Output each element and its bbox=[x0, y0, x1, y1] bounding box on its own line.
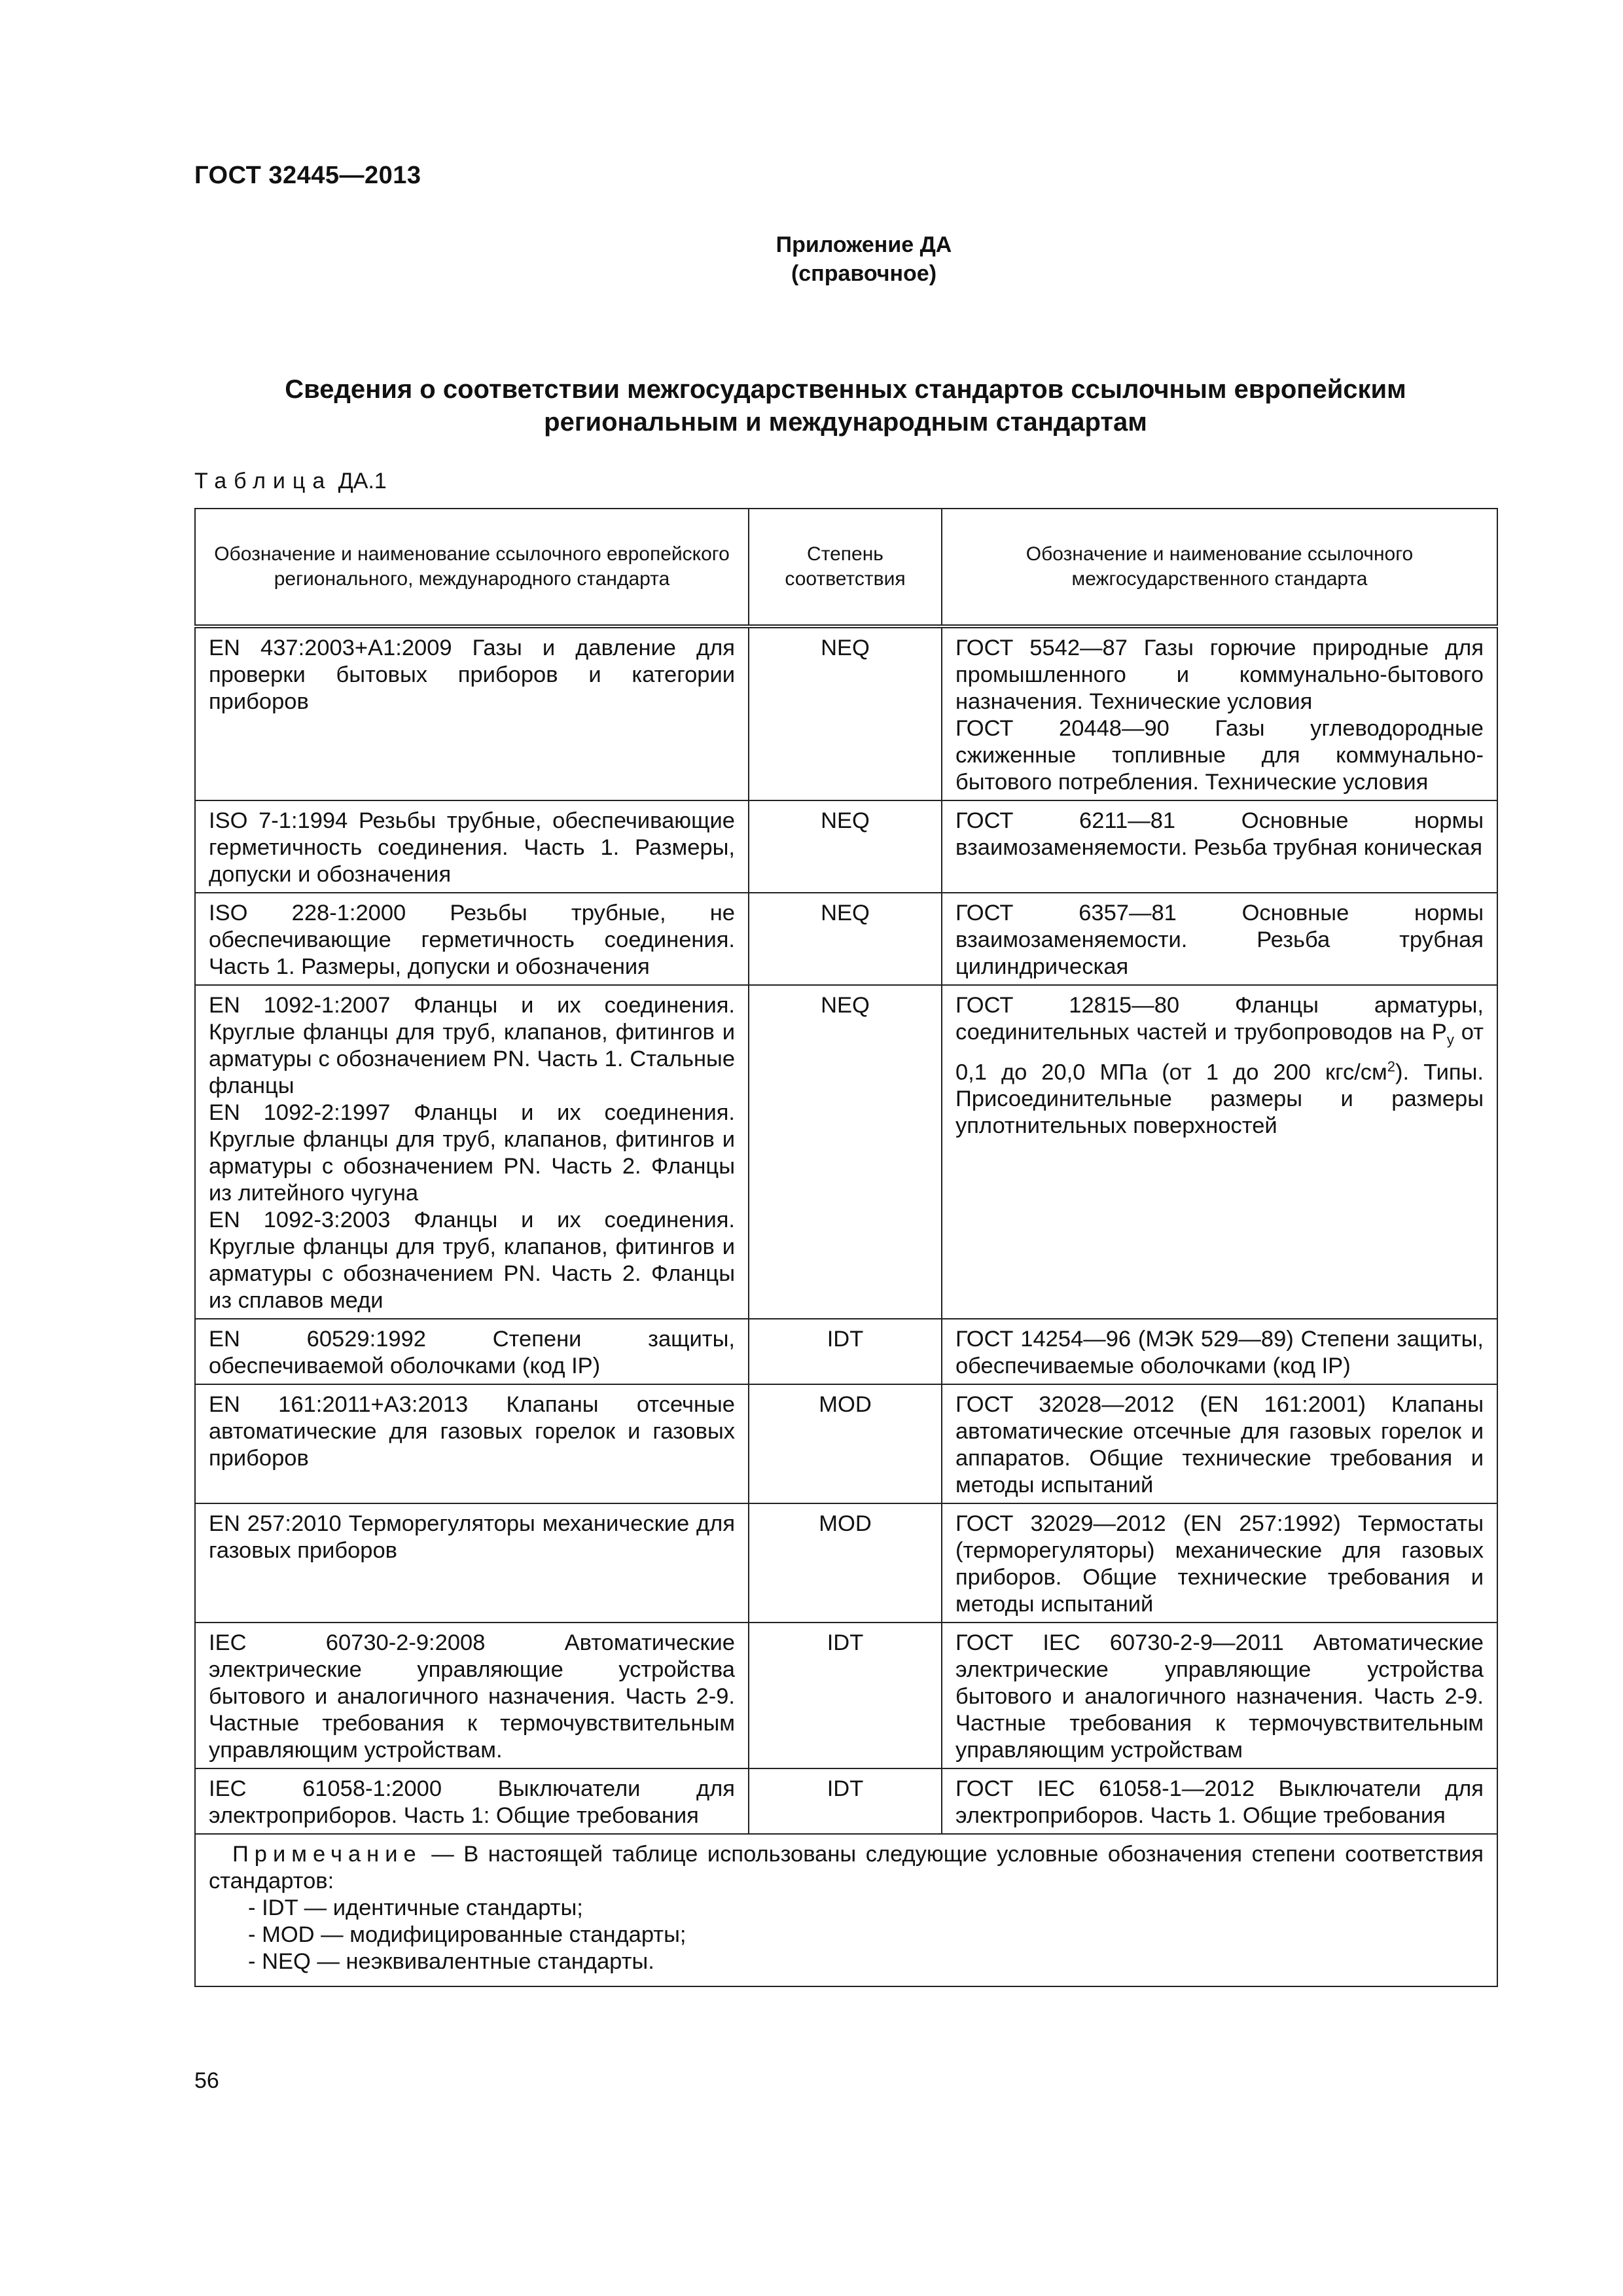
column-header-degree: Степень соответствия bbox=[749, 509, 942, 626]
note-text: — В настоящей таблице использованы следующие условные обозначения степени соответствия стандартов: bbox=[209, 1842, 1484, 1893]
page-title-line-1: Сведения о соответствии межгосударственных стандартов ссылочным европейским bbox=[285, 375, 1406, 404]
interstate-standard-cell bbox=[942, 1384, 1497, 1503]
table-row bbox=[195, 626, 1497, 800]
table-caption-number: ДА.1 bbox=[338, 469, 387, 493]
european-standard-cell bbox=[195, 1384, 749, 1503]
table-row bbox=[195, 1623, 1497, 1768]
degree-cell: NEQ bbox=[749, 985, 942, 1319]
table-row bbox=[195, 985, 1497, 1319]
degree-cell: MOD bbox=[749, 1384, 942, 1503]
table-row bbox=[195, 893, 1497, 985]
interstate-standard-cell bbox=[942, 626, 1497, 800]
interstate-standard-cell bbox=[942, 893, 1497, 985]
table-header-row bbox=[195, 509, 1497, 626]
european-standard-cell bbox=[195, 626, 749, 800]
interstate-standard-cell bbox=[942, 985, 1497, 1319]
note-item: - NEQ — неэквивалентные стандарты. bbox=[248, 1949, 654, 1974]
european-standard: EN 161:2011+A3:2013 Клапаны отсечные автоматические для газовых горелок и газовых приборов bbox=[209, 1392, 735, 1471]
interstate-standard: ГОСТ IEC 60730-2-9—2011 Автоматические электрические управляющие устройства бытового и аналогичного назначения. Часть 2-9. Частные требования к термочувствительным управляющим устройствам bbox=[955, 1630, 1484, 1763]
european-standard: IEC 60730-2-9:2008 Автоматические электрические управляющие устройства бытового и аналогичного назначения. Часть 2-9. Частные требования к термочувствительным управляющим устройствам. bbox=[209, 1630, 735, 1763]
subscript: у bbox=[1446, 1031, 1454, 1048]
interstate-standard: ГОСТ IEC 61058-1—2012 Выключатели для электроприборов. Часть 1. Общие требования bbox=[955, 1776, 1484, 1828]
table-row bbox=[195, 1503, 1497, 1623]
note-item: - IDT — идентичные стандарты; bbox=[248, 1895, 583, 1920]
superscript: 2 bbox=[1387, 1058, 1396, 1075]
european-standard: EN 60529:1992 Степени защиты, обеспечиваемой оболочками (код IP) bbox=[209, 1327, 735, 1378]
table-caption-word: Таблица bbox=[194, 469, 332, 493]
european-standard-cell bbox=[195, 800, 749, 893]
document-id: ГОСТ 32445—2013 bbox=[194, 162, 421, 189]
european-standard-cell bbox=[195, 985, 749, 1319]
note-item: - MOD — модифицированные стандарты; bbox=[248, 1922, 687, 1947]
interstate-standard-cell bbox=[942, 1768, 1497, 1834]
page-title-line-2: региональным и международным стандартам bbox=[544, 408, 1147, 437]
interstate-standard-cell bbox=[942, 1319, 1497, 1384]
european-standard: ISO 7-1:1994 Резьбы трубные, обеспечивающие герметичность соединения. Часть 1. Размеры, допуски и обозначения bbox=[209, 808, 735, 887]
table-note-row bbox=[195, 1834, 1497, 1986]
interstate-standard: ГОСТ 32029—2012 (EN 257:1992) Термостаты (терморегуляторы) механические для газовых приборов. Общие технические требования и методы испытаний bbox=[955, 1511, 1484, 1617]
degree-cell: IDT bbox=[749, 1319, 942, 1384]
table-row bbox=[195, 1319, 1497, 1384]
interstate-standard: ГОСТ 5542—87 Газы горючие природные для промышленного и коммунально-бытового назначения. Технические условия bbox=[955, 636, 1484, 714]
note-intro bbox=[209, 1841, 1484, 1895]
degree-cell: MOD bbox=[749, 1503, 942, 1623]
appendix-subtitle: (справочное) bbox=[791, 261, 937, 286]
interstate-text-part: ). Типы. Присоединительные размеры и размеры уплотнительных поверхностей bbox=[955, 1060, 1484, 1139]
european-standard-cell bbox=[195, 1503, 749, 1623]
european-standard-cell bbox=[195, 1319, 749, 1384]
european-standard-cell bbox=[195, 893, 749, 985]
interstate-standard: ГОСТ 20448—90 Газы углеводородные сжиженные топливные для коммунально-бытового потребления. Технические условия bbox=[955, 716, 1484, 795]
table-note bbox=[195, 1834, 1497, 1986]
european-standard: EN 1092-1:2007 Фланцы и их соединения. Круглые фланцы для труб, клапанов, фитингов и арматуры с обозначением PN. Часть 1. Стальные фланцы bbox=[209, 993, 735, 1098]
european-standard: EN 257:2010 Терморегуляторы механические для газовых приборов bbox=[209, 1511, 735, 1563]
degree-cell: IDT bbox=[749, 1623, 942, 1768]
european-standard-cell bbox=[195, 1768, 749, 1834]
column-header-european: Обозначение и наименование ссылочного европейского регионального, международного стандарта bbox=[195, 509, 749, 626]
correspondence-table-wrap bbox=[194, 508, 1497, 1987]
interstate-text-part: ГОСТ 12815—80 Фланцы арматуры, соединительных частей и трубопроводов на P bbox=[955, 993, 1484, 1045]
european-standard: EN 1092-2:1997 Фланцы и их соединения. Круглые фланцы для труб, клапанов, фитингов и арматуры с обозначением PN. Часть 2. Фланцы из литейного чугуна bbox=[209, 1100, 735, 1206]
interstate-text-part: от 0,1 до 20,0 МПа (от 1 до 200 кгс/см bbox=[955, 1020, 1484, 1085]
degree-cell: NEQ bbox=[749, 800, 942, 893]
interstate-standard-cell bbox=[942, 1503, 1497, 1623]
column-header-interstate: Обозначение и наименование ссылочного межгосударственного стандарта bbox=[942, 509, 1497, 626]
table-row bbox=[195, 1384, 1497, 1503]
interstate-standard: ГОСТ 6211—81 Основные нормы взаимозаменяемости. Резьба трубная коническая bbox=[955, 808, 1484, 860]
european-standard: EN 1092-3:2003 Фланцы и их соединения. Круглые фланцы для труб, клапанов, фитингов и арматуры с обозначением PN. Часть 2. Фланцы из сплавов меди bbox=[209, 1208, 735, 1313]
note-label: Примечание bbox=[232, 1842, 422, 1867]
interstate-standard-cell bbox=[942, 1623, 1497, 1768]
degree-cell: IDT bbox=[749, 1768, 942, 1834]
european-standard-cell bbox=[195, 1623, 749, 1768]
european-standard: EN 437:2003+A1:2009 Газы и давление для проверки бытовых приборов и категории приборов bbox=[209, 636, 735, 714]
interstate-standard: ГОСТ 14254—96 (МЭК 529—89) Степени защиты, обеспечиваемые оболочками (код IP) bbox=[955, 1327, 1484, 1378]
degree-cell: NEQ bbox=[749, 893, 942, 985]
european-standard: ISO 228-1:2000 Резьбы трубные, не обеспечивающие герметичность соединения. Часть 1. Размеры, допуски и обозначения bbox=[209, 901, 735, 979]
page-number: 56 bbox=[194, 2068, 219, 2093]
table-caption bbox=[194, 469, 387, 494]
table-row bbox=[195, 800, 1497, 893]
interstate-standard bbox=[955, 992, 1484, 1139]
page-title bbox=[194, 373, 1497, 439]
interstate-standard: ГОСТ 6357—81 Основные нормы взаимозаменяемости. Резьба трубная цилиндрическая bbox=[955, 901, 1484, 979]
correspondence-table bbox=[194, 508, 1498, 1987]
degree-cell: NEQ bbox=[749, 626, 942, 800]
interstate-standard: ГОСТ 32028—2012 (EN 161:2001) Клапаны автоматические отсечные для газовых горелок и аппаратов. Общие технические требования и методы испытаний bbox=[955, 1392, 1484, 1498]
appendix-heading bbox=[0, 230, 1623, 288]
table-row bbox=[195, 1768, 1497, 1834]
european-standard: IEC 61058-1:2000 Выключатели для электроприборов. Часть 1: Общие требования bbox=[209, 1776, 735, 1828]
interstate-standard-cell bbox=[942, 800, 1497, 893]
appendix-title: Приложение ДА bbox=[776, 232, 952, 257]
